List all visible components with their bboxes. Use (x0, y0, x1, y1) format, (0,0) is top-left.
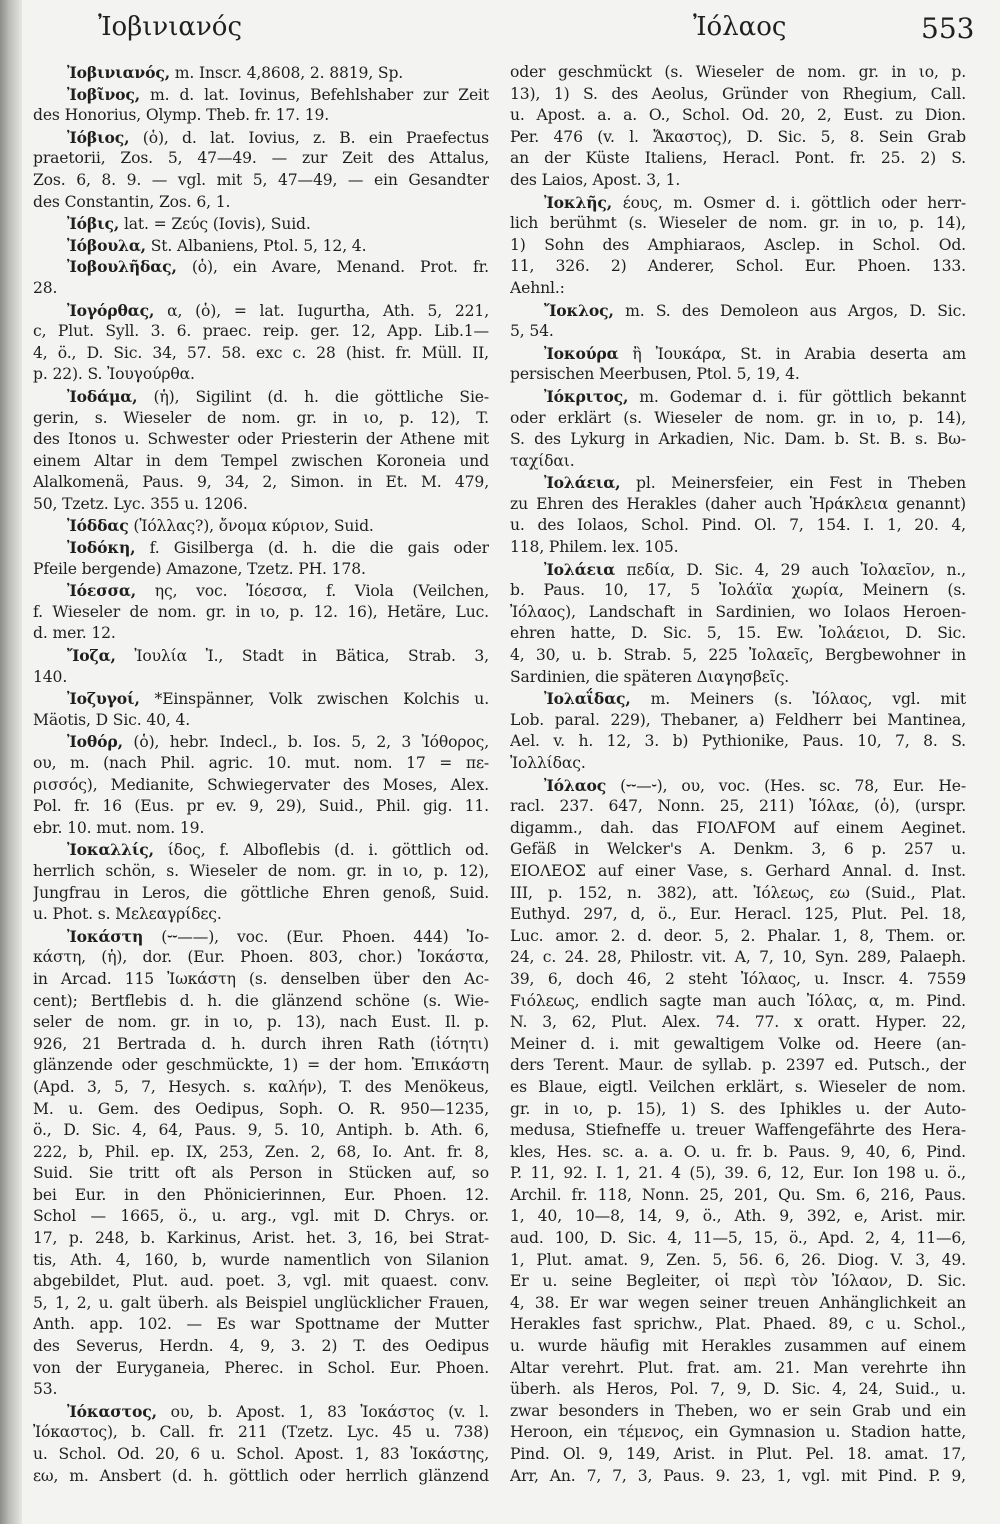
line-text: 53. (33, 1380, 58, 1399)
text-line (510, 1271, 966, 1293)
text-line (33, 472, 489, 494)
text-line (510, 321, 966, 343)
entry-start-line (33, 300, 489, 322)
line-text: Meiner d. i. mit gewaltigem Volke od. Heere (an- (510, 1034, 966, 1053)
text-line (33, 623, 489, 645)
text-line (510, 1099, 966, 1121)
text-line (33, 818, 489, 840)
headword: Ἰοβῖνος, (67, 84, 141, 104)
line-text: 28. (33, 278, 58, 297)
text-line (33, 775, 489, 797)
entry-start-line (33, 688, 489, 710)
line-text: bei Eur. in den Phönicierinnen, Eur. Phoen. 12. (33, 1185, 489, 1204)
line-text: (ἡ), Sigilint (d. h. die göttliche Sie- (137, 387, 489, 406)
entry-start-line (33, 127, 489, 149)
text-line (510, 235, 966, 257)
headword: Ἰόδδας (67, 516, 129, 536)
text-line (33, 969, 489, 991)
line-text: lich berühmt (s. Wieseler de nom. gr. in ιο, p. 14), (510, 214, 966, 233)
line-text: (ὁ), d. lat. Iovius, z. B. ein Praefectus (129, 128, 489, 147)
line-text: Luc. amor. 2. d. deor. 5, 2. Phalar. 1, 8, Them. or. (510, 926, 966, 945)
line-text: α, (ὁ), = lat. Iugurtha, Ath. 5, 221, (154, 301, 489, 320)
line-text: racl. 237. 647, Nonn. 25, 211) Ἰόλαε, (ὁ), (urspr. (510, 797, 966, 816)
text-line (33, 1293, 489, 1315)
text-line (510, 364, 966, 386)
line-text: (ὁ), ein Avare, Menand. Prot. fr. (176, 258, 489, 277)
text-line (510, 602, 966, 624)
text-line (510, 537, 966, 559)
line-text: ders Terent. Maur. de syllab. p. 2397 ed. Putsch., der (510, 1056, 966, 1075)
text-line (33, 364, 489, 386)
line-text: ου, b. Apost. 1, 83 Ἰοκάστος (v. l. (156, 1402, 489, 1421)
line-text: ehren hatte, D. Sic. 5, 15. Ew. Ἰολάειοι, D. Sic. (510, 624, 966, 643)
headword: Ἰοδάμα, (67, 386, 138, 406)
line-text: 39, 6, doch 46, 2 steht Ἰόλαος, u. Inscr. 4. 7559 (510, 969, 966, 988)
line-text: ἢ Ἰουκάρα, St. in Arabia deserta am (618, 344, 966, 363)
line-text: d. mer. 12. (33, 624, 116, 643)
headword: Ἰοβουλῆδας, (67, 257, 177, 277)
text-line (33, 1336, 489, 1358)
line-text: überh. als Heros, Pol. 7, 9, D. Sic. 4, 24, Suid., u. (510, 1380, 966, 1399)
text-line (510, 213, 966, 235)
line-text: u. Phot. s. Μελεαγρίδες. (33, 905, 222, 924)
text-line (510, 408, 966, 430)
line-text: 222, b, Phil. ep. IX, 253, Zen. 2, 68, Io. Ant. fr. 8, (33, 1142, 489, 1161)
entry-start-line (33, 62, 489, 84)
headword: Ἰοζυγοί, (67, 689, 140, 709)
text-line (510, 494, 966, 516)
line-text: 50, Tzetz. Lyc. 355 u. 1206. (33, 494, 248, 513)
line-text: lat. = Ζεύς (Iovis), Suid. (119, 215, 311, 234)
line-text: ρισσός), Medianite, Schwiegervater des Moses, Alex. (33, 775, 489, 794)
text-line (33, 1250, 489, 1272)
text-line (33, 1358, 489, 1380)
entry-start-line (33, 235, 489, 257)
line-text: u. Apost. a. a. O., Schol. Od. 20, 2, Eust. zu Dion. (510, 106, 966, 125)
headword: Ἰοκαλλίς, (67, 840, 154, 860)
text-line (510, 839, 966, 861)
entry-start-line (33, 926, 489, 948)
line-text: des Laios, Apost. 3, 1. (510, 170, 681, 189)
text-line (33, 1444, 489, 1466)
line-text: kles, Hes. sc. a. a. O. u. fr. b. Paus. 9, 40, 6, Pind. (510, 1142, 966, 1161)
line-text: u. des Iolaos, Schol. Pind. Ol. 7, 154. I. 1, 20. 4, (510, 516, 966, 535)
line-text: Archil. fr. 118, Nonn. 25, 201, Qu. Sm. 6, 216, Paus. (510, 1185, 966, 1204)
text-line (33, 602, 489, 624)
line-text: *Einspänner, Volk zwischen Kolchis u. (139, 690, 489, 709)
line-text: cent); Bertflebis d. h. die glänzend schöne (s. Wie- (33, 991, 489, 1010)
text-line (33, 753, 489, 775)
right-column (510, 62, 966, 1487)
line-text: Ἰόκαστος), b. Call. fr. 211 (Tzetz. Lyc. 45 u. 738) (33, 1423, 489, 1442)
text-line (33, 1012, 489, 1034)
text-line (33, 947, 489, 969)
text-line (33, 861, 489, 883)
text-line (510, 1336, 966, 1358)
text-line (510, 904, 966, 926)
line-text: 4, ö., D. Sic. 34, 57. 58. exc c. 28 (hist. fr. Müll. II, (33, 343, 489, 362)
page-header (0, 12, 1000, 46)
line-text: Altar verehrt. Plut. frat. am. 21. Man verehrte ihn (510, 1358, 966, 1377)
headword: Ἰολάεια, (544, 473, 621, 493)
line-text: Mäotis, D Sic. 40, 4. (33, 710, 191, 729)
text-line (33, 343, 489, 365)
headword: Ἰόβις, (67, 214, 120, 234)
entry-start-line (510, 775, 966, 797)
headword: Ἰόλαος (544, 775, 607, 795)
line-text: St. Albaniens, Ptol. 5, 12, 4. (145, 236, 367, 255)
headword: Ἰολάεια (544, 559, 616, 579)
text-line (510, 515, 966, 537)
text-line (33, 1099, 489, 1121)
text-line (510, 991, 966, 1013)
text-line (510, 1379, 966, 1401)
line-text: Euthyd. 297, d, ö., Eur. Heracl. 125, Plut. Pel. 18, (510, 905, 966, 924)
headword: Ἰοθόρ, (67, 732, 123, 752)
headword: Ἰοκούρα (544, 343, 619, 363)
headword: Ἰογόρθας, (67, 300, 155, 320)
text-line (510, 429, 966, 451)
line-text: des Itonos u. Schwester oder Priesterin der Athene mit (33, 430, 489, 449)
line-text: glänzende oder geschmückte, 1) = der hom. Ἐπικάστη (33, 1056, 489, 1075)
text-line (33, 105, 489, 127)
line-text: ebr. 10. mut. nom. 19. (33, 818, 205, 837)
line-text: medusa, Stiefneffe u. treuer Waffengefährte des Hera- (510, 1121, 966, 1140)
headword: Ἰοκάστη (67, 926, 144, 946)
text-line (510, 1228, 966, 1250)
text-line (33, 1185, 489, 1207)
text-line (510, 796, 966, 818)
line-text: Schol — 1665, ö., u. arg., vgl. mit D. Chrys. or. (33, 1207, 489, 1226)
headword: Ἰόβουλα, (67, 235, 146, 255)
line-text: Herakles fast sprichw., Plat. Phaed. 89, c u. Schol., (510, 1315, 966, 1334)
text-line (510, 1034, 966, 1056)
text-line (510, 753, 966, 775)
text-line (510, 1163, 966, 1185)
line-text: Ἰουλία Ἰ., Stadt in Bätica, Strab. 3, (115, 647, 489, 666)
line-text: (⏑⏑——), voc. (Eur. Phoen. 444) Ἰο- (143, 927, 489, 946)
text-line (510, 623, 966, 645)
text-line (510, 926, 966, 948)
text-line (510, 710, 966, 732)
entry-start-line (33, 386, 489, 408)
text-line (33, 1034, 489, 1056)
entry-start-line (510, 343, 966, 365)
text-line (510, 170, 966, 192)
line-text: (Apd. 3, 5, 7, Hesych. s. καλήν), T. des Menökeus, (33, 1077, 489, 1096)
text-line (510, 1055, 966, 1077)
line-text: f. Wieseler de nom. gr. in ιο, p. 12. 16), Hetäre, Luc. (33, 602, 489, 621)
line-text: in Arcad. 115 Ἰωκάστη (s. denselben über den Ac- (33, 969, 489, 988)
entry-start-line (33, 256, 489, 278)
line-text: u. Schol. Od. 20, 6 u. Schol. Apost. 1, 83 Ἰοκάστης, (33, 1445, 489, 1463)
headword: Ἰοβινιανός, (67, 63, 170, 82)
text-line (33, 904, 489, 926)
line-text: 4, 30, u. b. Strab. 5, 225 Ἰολαεῖς, Bergbewohner in (510, 646, 966, 665)
line-text: 13), 1) S. des Aeolus, Gründer von Rhegium, Call. (510, 84, 966, 103)
line-text: 140. (33, 667, 68, 686)
text-line (510, 947, 966, 969)
line-text: III, p. 152, n. 382), att. Ἰόλεως, εω (Suid., Plat. (510, 883, 966, 902)
text-line (33, 278, 489, 300)
line-text: Pfeile bergende) Amazone, Tzetz. PH. 178. (33, 559, 366, 578)
line-text: Aehnl.: (510, 278, 565, 297)
line-text: 17, p. 248, b. Karkinus, Arist. het. 3, 16, bei Strat- (33, 1229, 489, 1248)
line-text: 1) Sohn des Amphiaraos, Asclep. in Schol. Od. (510, 235, 966, 254)
text-line (33, 796, 489, 818)
text-line (510, 127, 966, 149)
line-text: Ael. v. h. 12, 3. b) Pythionike, Paus. 10, 7, 8. S. (510, 732, 966, 751)
text-line (510, 667, 966, 689)
text-line (33, 1120, 489, 1142)
entry-start-line (33, 731, 489, 753)
line-text: Heroon, ein τέμενος, ein Gymnasion u. Stadion hatte, (510, 1423, 966, 1442)
text-line (33, 1422, 489, 1444)
text-line (510, 1142, 966, 1164)
line-text: zwar besonders in Theben, wo er sein Grab und ein (510, 1401, 966, 1420)
text-line (510, 1422, 966, 1444)
text-line (510, 1401, 966, 1423)
line-text: m. Godemar d. i. für göttlich bekannt (628, 387, 966, 406)
entry-start-line (33, 1401, 489, 1423)
text-line (33, 1314, 489, 1336)
text-line (510, 1358, 966, 1380)
text-line (510, 1185, 966, 1207)
line-text: M. u. Gem. des Oedipus, Soph. O. R. 950—1235, (33, 1099, 489, 1118)
line-text: des Severus, Herdn. 4, 9, 3. 2) T. des Oedipus (33, 1337, 489, 1356)
text-line (510, 1250, 966, 1272)
line-text: Pind. Ol. 9, 149, Arist. in Plut. Pel. 18. amat. 17, (510, 1445, 966, 1463)
headword: Ἰοδόκη, (67, 538, 136, 558)
line-text: 1, 40, 10—8, 14, 9, ö., Ath. 9, 392, e, Arist. mir. (510, 1207, 966, 1226)
entry-start-line (510, 386, 966, 408)
line-text: Jungfrau in Leros, die göttliche Ehren genoß, Suid. (33, 883, 489, 902)
entry-start-line (510, 300, 966, 322)
text-line (510, 1012, 966, 1034)
line-text: abgebildet, Plut. aud. poet. 3, vgl. mit quaest. conv. (33, 1272, 489, 1291)
line-text: von der Euryganeia, Pherec. in Schol. Eur. Phoen. (33, 1358, 489, 1377)
line-text: tis, Ath. 4, 160, b, wurde namentlich von Silanion (33, 1250, 489, 1269)
text-line (510, 256, 966, 278)
line-text: 5, 54. (510, 322, 554, 341)
text-line (510, 62, 966, 84)
text-line (510, 645, 966, 667)
line-text: zu Ehren des Herakles (daher auch Ἡράκλεια genannt) (510, 494, 966, 513)
line-text: P. 11, 92. I. 1, 21. 4 (5), 39. 6, 12, Eur. Ion 198 u. ö., (510, 1164, 966, 1183)
right-guide-word: Ἰόλαος (693, 12, 787, 42)
line-text: N. 3, 62, Plut. Alex. 74. 77. x oratt. Hyper. 22, (510, 1013, 966, 1032)
text-line (33, 429, 489, 451)
line-text: des Constantin, Zos. 6, 1. (33, 192, 231, 211)
text-line (510, 84, 966, 106)
line-text: m. S. des Demoleon aus Argos, D. Sic. (613, 301, 966, 320)
text-line (510, 580, 966, 602)
line-text: m. Meiners (s. Ἰόλαος, vgl. mit (630, 690, 966, 709)
line-text: Ἰόλαος), Landschaft in Sardinien, wo Iolaos Heroen- (510, 602, 966, 621)
left-guide-word: Ἰοβινιανός (98, 12, 243, 42)
left-column (33, 62, 489, 1487)
text-line (510, 278, 966, 300)
text-line (510, 148, 966, 170)
headword: Ἰόβιος, (67, 127, 130, 147)
line-text: (ὁ), hebr. Indecl., b. Ios. 5, 2, 3 Ἰόθορος, (122, 733, 489, 752)
line-text: Ἰολλίδας. (510, 754, 586, 772)
entry-start-line (33, 84, 489, 106)
line-text: seler de nom. gr. in ιο, p. 13), nach Eust. Il. p. (33, 1013, 489, 1032)
text-line (33, 1055, 489, 1077)
entry-start-line (510, 559, 966, 581)
text-line (510, 1293, 966, 1315)
entry-start-line (510, 472, 966, 494)
text-line (510, 1206, 966, 1228)
headword: Ἰόεσσα, (67, 581, 137, 601)
line-text: (Ἰόλλας?), ὄνομα κύριον, Suid. (128, 517, 374, 536)
headword: Ἰολαΐδας, (544, 689, 631, 709)
line-text: es Blaue, eigtl. Veilchen erklärt, s. Wieseler de nom. (510, 1077, 966, 1096)
text-line (510, 451, 966, 473)
line-text: digamm., dah. das FIOΛFOM auf einem Aeginet. (510, 818, 966, 837)
entry-start-line (33, 580, 489, 602)
line-text: έους, m. Osmer d. i. göttlich oder herr- (612, 193, 966, 212)
line-text: ταχίδαι. (510, 451, 575, 470)
line-text: persischen Meerbusen, Ptol. 5, 19, 4. (510, 365, 800, 384)
line-text: ης, voc. Ἰόεσσα, f. Viola (Veilchen, (136, 582, 489, 601)
line-text: p. 22). S. Ἰουγούρθα. (33, 365, 195, 384)
line-text: 11, 326. 2) Anderer, Schol. Eur. Phoen. 133. (510, 257, 966, 276)
line-text: gerin, s. Wieseler de nom. gr. in ιο, p. 12), T. (33, 408, 489, 427)
text-line (33, 1163, 489, 1185)
line-text: m. d. lat. Iovinus, Befehlshaber zur Zeit (140, 85, 489, 104)
text-line (33, 148, 489, 170)
entry-start-line (33, 839, 489, 861)
text-line (33, 1206, 489, 1228)
entry-start-line (33, 213, 489, 235)
headword: Ἴοκλος, (544, 300, 614, 320)
line-text: Per. 476 (v. l. Ἄκαστος), D. Sic. 5, 8. Sein Grab (510, 127, 966, 146)
text-line (33, 451, 489, 473)
text-line (510, 1444, 966, 1466)
line-text: ου, m. (nach Phil. agric. 10. mut. nom. 17 = πε- (33, 754, 489, 772)
text-line (33, 1228, 489, 1250)
line-text: c, Plut. Syll. 3. 6. praec. reip. ger. 12, App. Lib.1— (33, 322, 489, 341)
text-line (33, 1142, 489, 1164)
line-text: Suid. Sie tritt oft als Person in Stücken auf, so (33, 1164, 489, 1183)
headword: Ἰόκριτος, (544, 386, 629, 406)
line-text: oder geschmückt (s. Wieseler de nom. gr. in ιο, p. (510, 63, 966, 81)
line-text: 4, 38. Er war wegen seiner treuen Anhänglichkeit an (510, 1293, 966, 1312)
page-number: 553 (921, 12, 975, 45)
text-line (33, 667, 489, 689)
text-line (510, 105, 966, 127)
text-line (33, 170, 489, 192)
text-line (510, 1314, 966, 1336)
line-text: herrlich schön, s. Wieseler de nom. gr. in ιο, p. 12), (33, 861, 489, 880)
line-text: 24, c. 24. 28, Philostr. vit. A, 7, 10, Syn. 289, Palaeph. (510, 948, 966, 967)
line-text: 1, Plut. amat. 9, Zen. 5, 56. 6, 26. Diog. V. 3, 49. (510, 1250, 966, 1269)
line-text: S. des Lykurg in Arkadien, Nic. Dam. b. St. B. s. Βω- (510, 430, 966, 449)
line-text: 926, 21 Bertrada d. h. durch ihren Rath (ἰότητι) (33, 1034, 489, 1053)
line-text: m. Inscr. 4,8608, 2. 8819, Sp. (169, 64, 404, 82)
entry-start-line (510, 688, 966, 710)
headword: Ἰοκλῆς, (544, 192, 613, 212)
entry-start-line (510, 192, 966, 214)
line-text: Zos. 6, 8. 9. — vgl. mit 5, 47—49, — ein Gesandter (33, 170, 489, 189)
text-line (33, 494, 489, 516)
line-text: Anth. app. 102. — Es war Spottname der Mutter (33, 1315, 489, 1334)
text-line (33, 1466, 489, 1488)
entry-start-line (33, 515, 489, 537)
line-text: Fιόλεως, endlich sagte man auch Ἰόλας, α, m. Pind. (510, 991, 966, 1010)
line-text: Lob. paral. 229), Thebaner, a) Feldherr bei Mantinea, (510, 710, 966, 729)
line-text: ΕΙΟΛΕΟΣ auf einer Vase, s. Gerhard Annal. d. Inst. (510, 861, 966, 880)
text-line (33, 991, 489, 1013)
page-binding-shadow (0, 0, 22, 1524)
text-line (33, 1077, 489, 1099)
headword: Ἰόκαστος, (67, 1401, 157, 1421)
line-text: ίδος, f. Alboflebis (d. i. göttlich od. (153, 841, 489, 860)
text-line (510, 818, 966, 840)
line-text: aud. 100, D. Sic. 4, 11—5, 15, ö., Apd. 2, 4, 11—6, (510, 1229, 966, 1248)
line-text: oder erklärt (s. Wieseler de nom. gr. in ιο, p. 14), (510, 408, 966, 427)
line-text: κάστη, (ἡ), dor. (Eur. Phoen. 803, chor.) Ἰοκάστα, (33, 948, 489, 967)
line-text: Sardinien, die späteren Διαγησβεῖς. (510, 667, 790, 686)
headword: Ἴοζα, (67, 646, 116, 666)
text-line (510, 883, 966, 905)
text-line (510, 861, 966, 883)
line-text: b. Paus. 10, 17, 5 Ἰολάϊα χωρία, Meinern (s. (510, 581, 966, 600)
text-line (33, 559, 489, 581)
line-text: praetorii, Zos. 5, 47—49. — zur Zeit des Attalus, (33, 149, 489, 168)
line-text: Alalkomenä, Paus. 9, 34, 2, Simon. in Et. M. 479, (33, 473, 489, 492)
text-line (33, 1379, 489, 1401)
text-line (33, 192, 489, 214)
text-line (510, 731, 966, 753)
line-text: des Honorius, Olymp. Theb. fr. 17. 19. (33, 106, 330, 125)
line-text: Gefäß in Welcker's A. Denkm. 3, 6 p. 257 u. (510, 840, 966, 859)
text-line (33, 1271, 489, 1293)
entry-start-line (33, 645, 489, 667)
text-line (33, 883, 489, 905)
text-line (33, 710, 489, 732)
line-text: (⏑⏑—⏑), ου, voc. (Hes. sc. 78, Eur. He- (606, 776, 966, 795)
text-line (33, 408, 489, 430)
line-text: 5, 1, 2, u. galt überh. als Beispiel unglücklicher Frauen, (33, 1293, 489, 1312)
line-text: Er u. seine Begleiter, οἱ περὶ τὸν Ἰόλαον, D. Sic. (510, 1272, 966, 1291)
line-text: u. wurde häufig mit Herakles zusammen auf einem (510, 1337, 966, 1356)
line-text: Arr, An. 7, 7, 3, Paus. 9. 23, 1, vgl. mit Pind. P. 9, (510, 1466, 966, 1485)
line-text: an der Küste Italiens, Heracl. Pont. fr. 25. 2) S. (510, 149, 966, 168)
line-text: εω, m. Ansbert (d. h. göttlich oder herrlich glänzend (33, 1466, 489, 1485)
line-text: f. Gisilberga (d. h. die die gais oder (135, 539, 489, 558)
line-text: πεδία, D. Sic. 4, 29 auch Ἰολαεῖον, n., (615, 560, 966, 579)
entry-start-line (33, 537, 489, 559)
text-line (510, 1077, 966, 1099)
line-text: Pol. fr. 16 (Eus. pr ev. 9, 29), Suid., Phil. gig. 11. (33, 797, 489, 816)
line-text: ö., D. Sic. 4, 64, Paus. 9, 5. 10, Antiph. b. Ath. 6, (33, 1121, 489, 1140)
line-text: pl. Meinersfeier, ein Fest in Theben (620, 474, 966, 493)
line-text: gr. in ιο, p. 15), 1) S. des Iphikles u. der Auto- (510, 1099, 966, 1118)
text-line (510, 969, 966, 991)
line-text: 118, Philem. lex. 105. (510, 538, 679, 557)
text-line (510, 1466, 966, 1488)
text-line (510, 1120, 966, 1142)
line-text: einem Altar in dem Tempel zwischen Koroneia und (33, 451, 489, 470)
text-line (33, 321, 489, 343)
